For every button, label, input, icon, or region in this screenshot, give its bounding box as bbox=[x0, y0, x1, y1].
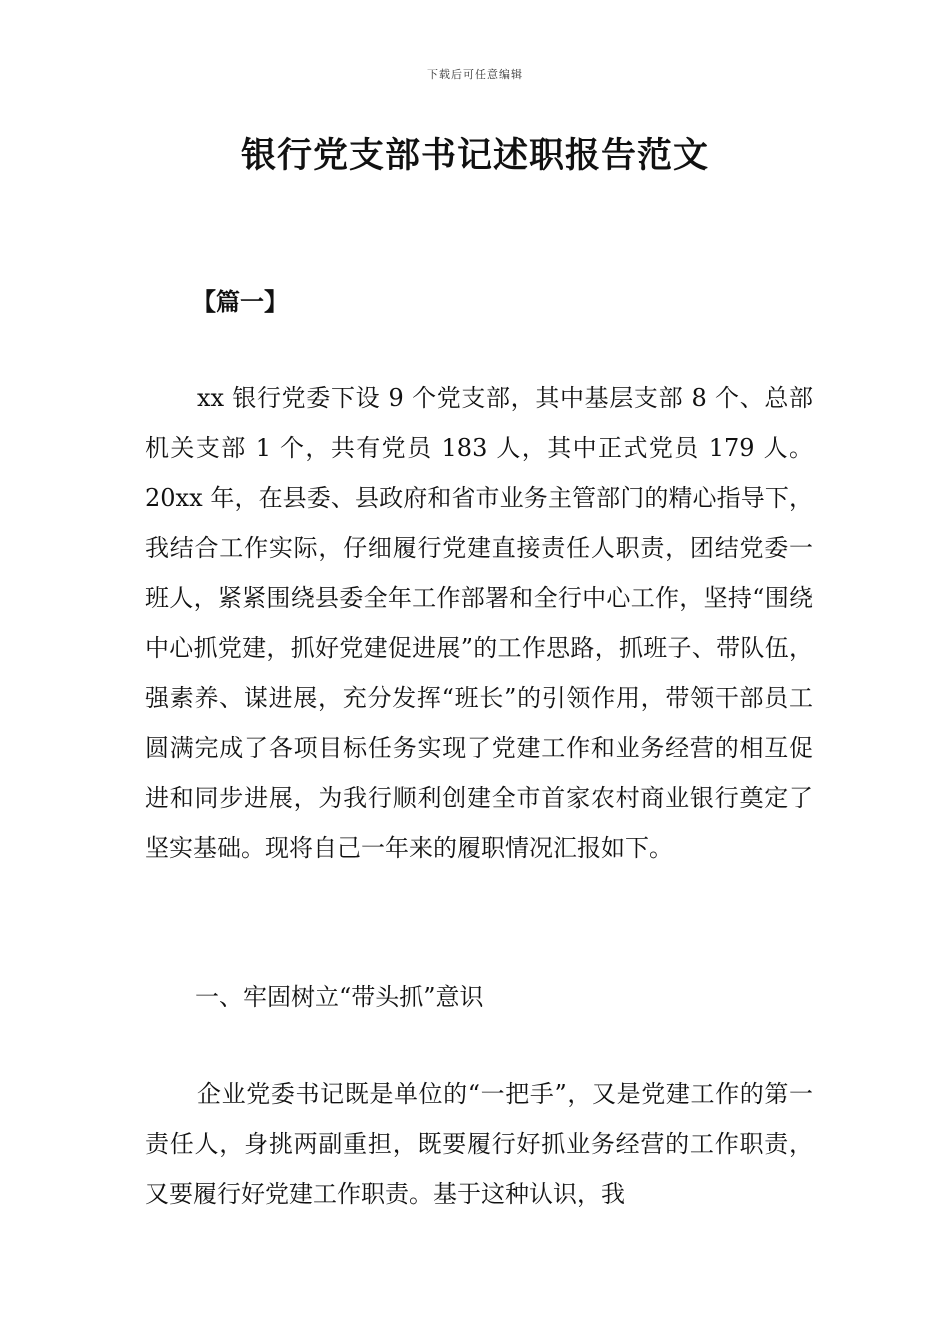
body-paragraph: xx 银行党委下设 9 个党支部，其中基层支部 8 个、总部机关支部 1 个，共有党员 183 人，其中正式党员 179 人。20xx 年，在县委、县政府和省市业务主管部门的精心指导下，我结合工作实际，仔细履行党建直接责任人职责，团结党委一班人，紧紧围绕县委全年工作部署和全行中心工作，坚持“围绕中心抓党建，抓好党建促进展”的工作思路，抓班子、带队伍，强素养、谋进展，充分发挥“班长”的引领作用，带领干部员工圆满完成了各项目标任务实现了党建工作和业务经营的相互促进和同步进展，为我行顺利创建全市首家农村商业银行奠定了坚实基础。现将自己一年来的履职情况汇报如下。 bbox=[145, 384, 813, 862]
section-marker: 【篇一】 bbox=[192, 288, 288, 316]
header-note: 下载后可任意编辑 bbox=[427, 68, 523, 81]
section-subheading: 一、牢固树立“带头抓”意识 bbox=[195, 983, 484, 1011]
document-title: 银行党支部书记述职报告范文 bbox=[240, 136, 709, 176]
body-paragraph: 企业党委书记既是单位的“一把手”，又是党建工作的第一责任人，身挑两副重担，既要履行好抓业务经营的工作职责，又要履行好党建工作职责。基于这种认识，我 bbox=[145, 1080, 813, 1208]
